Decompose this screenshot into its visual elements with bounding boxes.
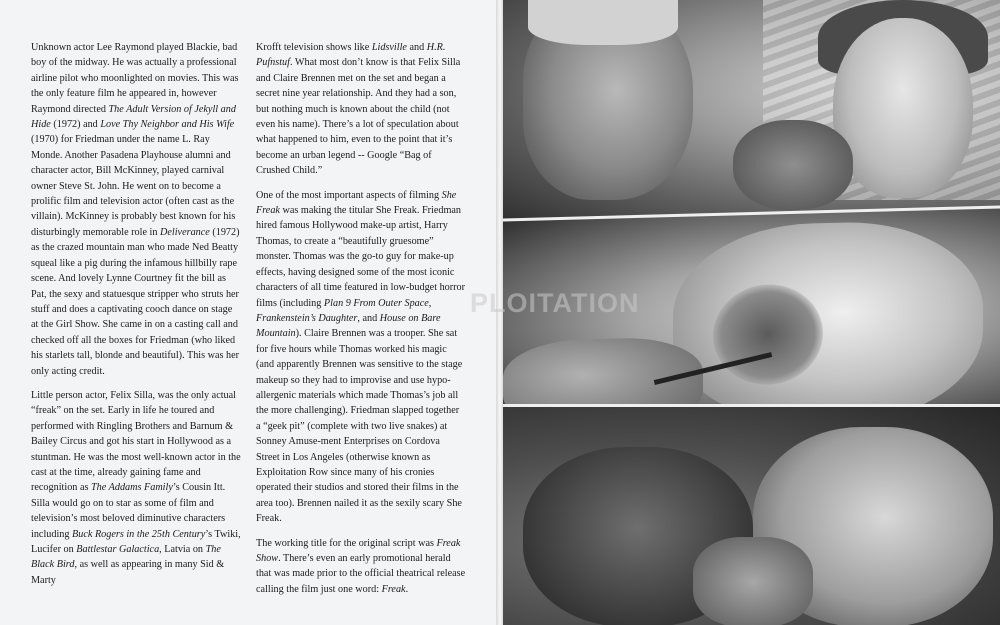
artist-hand-bottom (693, 537, 813, 625)
photo-strip-bottom (503, 404, 1000, 625)
text-run: (1972) and (50, 119, 101, 131)
text-run: ’s Cousin Itt. Silla would go on to star as some of film and television’s most beloved diminutive characters including (31, 482, 226, 540)
italic-title: House on Bare Mountain (256, 312, 441, 340)
text-run: . What most don’t know is that Felix Silla and Claire Brennen met on the set and began a secret nine year relationship. And they had a son, but nothing much is known about the child (not even his name). There’s a lot of speculation about what happened to him, even to the point that it’s become an urban legend -- Google “Bag of Crushed Child.” (256, 57, 461, 177)
italic-title: Battlestar Galactica (76, 544, 160, 555)
text-run: (1972) as the crazed mountain man who made Ned Beatty squeal like a pig during the infamous hillbilly rape scene. And lovely Lynne Courtney fit the bill as Pat, the sexy and statuesque stripper who struts her stuff and does a captivating cooch dance on stage at the Girl Show. She came in on a casting call and checked off all the boxes for Friedman (who liked his starlets tall, blonde and beautiful). This was her only acting credit. (31, 226, 240, 377)
italic-title: The Addams Family (90, 482, 173, 494)
italic-title: Freak (381, 583, 406, 595)
italic-title: Lidsville (371, 42, 407, 53)
text-run: . There’s even an early promotional herald that was made prior to the official theatrical release calling the film just one word: (256, 553, 466, 595)
text-column-2 (256, 40, 466, 606)
text-run: One of the most important aspects of filming (256, 189, 442, 201)
text-run: , as well as appearing in many Sid & Marty (31, 559, 225, 586)
italic-title: Frankenstein’s Daughter (256, 312, 358, 324)
paragraph (31, 388, 241, 588)
paragraph (31, 40, 241, 379)
text-run: Little person actor, Felix Silla, was the only actual “freak” on the set. Early in life he toured and performed with Ringling Brothers and Barnum & Bailey Circus and got his start in Hollywood as a stuntman. He was the most well-known actor in the cast at the time, already gaining fame and recognition as (31, 389, 241, 494)
italic-title: H.R. Pufnstuf (256, 42, 446, 69)
text-run: was making the titular She Freak. Friedman hired famous Hollywood make-up artist, Harry Thomas, to create a “beautifully gruesome” monster. Thomas was the go-to guy for make-up effects, having designed some of the most iconic characters of all time featured in low-budget horror films (including (256, 205, 466, 309)
italic-title: Buck Rogers in the 25th Century (72, 528, 206, 540)
text-run: The working title for the original script was (256, 537, 437, 549)
text-run: , (428, 297, 432, 309)
italic-title: The Black Bird (31, 544, 221, 571)
italic-title: Love Thy Neighbor and His Wife (100, 119, 235, 131)
italic-title: She Freak (256, 189, 457, 217)
italic-title: The Adult Version of Jekyll and Hide (31, 103, 236, 131)
text-run: ). Claire Brennen was a trooper. She sat for five hours while Thomas worked his magic (and apparently Brennen was sensitive to the stage makeup so they had to improvise and use hypo-allergenic materials which made Thomas’s job all the more challenging). Friedman slapped together a “geek pit” (complete with two live snakes) at Sonney Amuse-ment Enterprises on Cordova Street in Los Angeles (otherwise known as Exploitation Row since many of his cronies operated their studios and stored their films in the area too). Brennen nailed it as the sexily scary She Freak. (256, 328, 463, 525)
actress-face-top (833, 18, 973, 198)
italic-title: Plan 9 From Outer Space (323, 297, 429, 309)
text-run: Unknown actor Lee Raymond played Blackie, bad boy of the midway. He was actually a professional airline pilot who moonlighted on movies. This was the only feature film he appeared in, however Raymond directed (31, 42, 239, 115)
italic-title: Freak Show (256, 537, 461, 564)
text-run: Krofft television shows like (256, 42, 372, 53)
text-column-1 (31, 40, 241, 597)
text-run: , and (357, 312, 380, 324)
paragraph (256, 536, 466, 598)
text-run: ’s Twiki, Lucifer on (31, 528, 241, 555)
text-run: , Latvia on (159, 544, 206, 555)
paragraph (256, 188, 466, 527)
text-run: . (405, 583, 409, 595)
photo-strip-top (503, 0, 1000, 222)
watermark-text: PLOITATION (470, 288, 640, 318)
artist-hand-top (733, 120, 853, 210)
paragraph (256, 40, 466, 179)
text-run: (1970) for Friedman under the name L. Ray Monde. Another Pasadena Playhouse alumni and character actor, Bill McKinney, played carnival owner Steve St. John. He went on to become a prolific film and television actor (often cast as the villain). McKinney is probably best known for his disturbingly memorable role in (31, 134, 236, 238)
italic-title: Deliverance (160, 226, 210, 238)
text-run: and (406, 42, 427, 53)
makeup-artist-hair (528, 0, 678, 45)
